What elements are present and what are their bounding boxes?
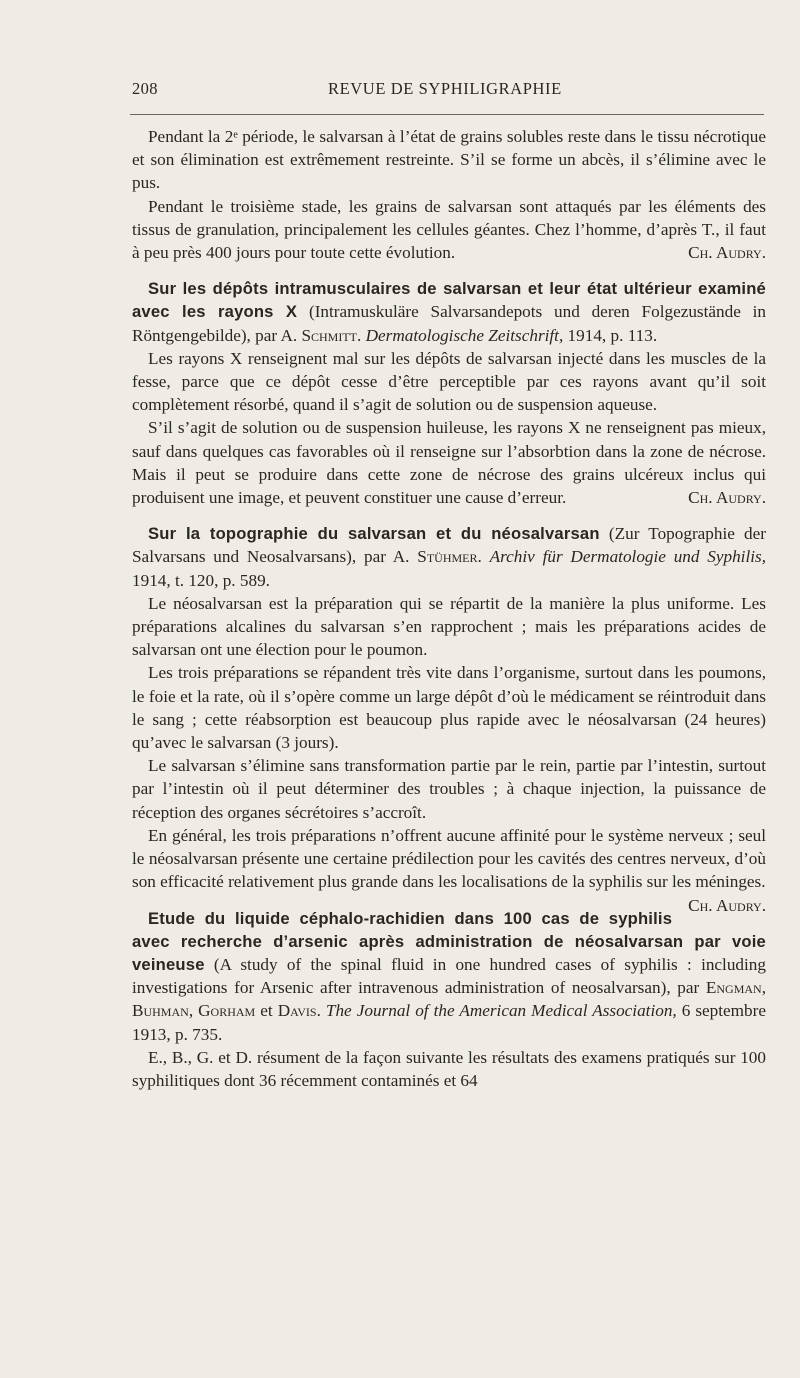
page-header — [132, 79, 766, 103]
reference-text: (A study of the spinal fluid in one hundred cases of syphilis : including investigations for Arsenic after intravenous administration of neosalvarsan), par — [132, 954, 766, 998]
paragraph: E., B., G. et D. résument de la façon suivante les résultats des examens pratiqués sur 100 syphilitiques dont 36 récemment contaminés et 64 — [132, 1047, 766, 1090]
abstract-title: Sur les dépôts intramusculaires de salvarsan et leur état ultérieur examiné avec les rayons X — [132, 279, 766, 322]
abstract-title: Sur la topographie du salvarsan et du néosalvarsan — [148, 524, 600, 544]
reference-text: 1914, t. 120, p. 589. — [132, 570, 270, 590]
paragraph-text: Pendant le troisième stade, les grains de salvarsan sont attaqués par les éléments des tissus de granulation, principalement les cellules géantes. Chez l’homme, d’après T., il faut à peu près 400 jours pour toute cette évolution. — [132, 196, 766, 263]
reference-text: (Zur Topographie der Salvarsans und Neosalvarsans), par A. — [132, 524, 767, 567]
paragraph: Le salvarsan s’élimine sans transformation partie par le rein, partie par l’intestin, surtout par l’intestin où il peut déterminer des troubles ; à chaque injection, la puissance de réception des organes sécrétoires s’accroît. — [132, 756, 766, 822]
signature: Ch. Audry. — [688, 243, 766, 263]
page-number: 208 — [132, 79, 158, 98]
paragraph — [132, 416, 766, 509]
author-name: Schmitt — [301, 325, 358, 345]
reference-text: (Intramuskuläre Salvarsandepots und deren Folgezustände in Röntgengebilde), par A. — [132, 302, 766, 345]
reference-text: 6 septembre 1913, p. 735. — [132, 1001, 766, 1044]
author-name: Engman — [705, 978, 762, 998]
author-name: Stühmer — [417, 547, 478, 567]
author-name: Buhman — [132, 1001, 189, 1021]
signature: Ch. Audry. — [688, 895, 766, 915]
reference-text: . — [316, 1001, 326, 1021]
running-title: REVUE DE SYPHILIGRAPHIE — [328, 79, 562, 98]
paragraph-text: S’il s’agit de solution ou de suspension huileuse, les rayons X ne renseignent pas mieux, sauf dans quelques cas favorables où il renseigne sur l’absorbtion dans la zone de nécrose. Mais il peut se produire dans cette zone de nécrose des grains ulcéreux inclus qui produisent une image, et peuvent constituer une cause d’erreur. — [132, 418, 766, 508]
reference-text: . — [357, 325, 366, 345]
reference-text: , — [761, 978, 766, 998]
abstract-heading — [132, 907, 766, 1046]
reference-text: 1914, p. 113. — [563, 325, 658, 345]
paragraph — [132, 195, 766, 265]
abstract-heading — [132, 522, 766, 592]
journal-name: Archiv für Dermatologie und Syphilis, — [489, 547, 766, 567]
signature: Ch. Audry. — [688, 488, 766, 508]
paragraph: Les trois préparations se répandent très vite dans l’organisme, surtout dans les poumons, le foie et la rate, où il s’opère comme un large dépôt d’où le médicament se réintroduit dans le sang ; cette réabsorption est beaucoup plus rapide avec le néosalvarsan (24 heures) qu’avec le salvarsan (3 jours). — [132, 663, 766, 753]
journal-name: Dermatologische Zeitschrift, — [365, 325, 564, 345]
abstract-title: Etude du liquide céphalo-rachidien dans 100 cas de syphilis avec recherche d’arsenic après administration de néosalvarsan par voie veineuse — [132, 908, 766, 974]
paragraph-text: En général, les trois préparations n’offrent aucune affinité pour le système nerveux ; seul le néosalvarsan présente une certaine prédilection pour les cavités des centres nerveux, d’où son efficacité relativement plus grande dans les localisations de la syphilis sur les méninges. — [132, 825, 766, 892]
journal-name: The Journal of the American Medical Association, — [325, 1001, 677, 1021]
header-rule — [130, 114, 764, 115]
paragraph: Le néosalvarsan est la préparation qui se répartit de la manière la plus uniforme. Les préparations alcalines du salvarsan s’en rapprochent ; mais les préparations acides de salvarsan ont une élection pour le poumon. — [132, 593, 766, 660]
author-name: Gorham — [198, 1001, 256, 1021]
abstract-heading — [132, 277, 766, 347]
article-body — [132, 125, 766, 1092]
paragraph — [132, 824, 766, 915]
paragraph: Pendant la 2ᵉ période, le salvarsan à l’état de grains solubles reste dans le tissu nécrotique et son élimination est extrêmement restreinte. S’il se forme un abcès, il s’élimine avec le pus. — [132, 127, 766, 193]
reference-text: , — [188, 1001, 199, 1021]
author-name: Davis — [277, 1001, 317, 1021]
reference-text: et — [255, 1001, 278, 1021]
paragraph: Les rayons X renseignent mal sur les dépôts de salvarsan injecté dans les muscles de la fesse, parce que ce dépôt cesse d’être perceptible par ces rayons avant qu’il soit complètement résorbé, quand il s’agit de solution ou de suspension aqueuse. — [132, 348, 766, 415]
reference-text: . — [477, 547, 490, 567]
